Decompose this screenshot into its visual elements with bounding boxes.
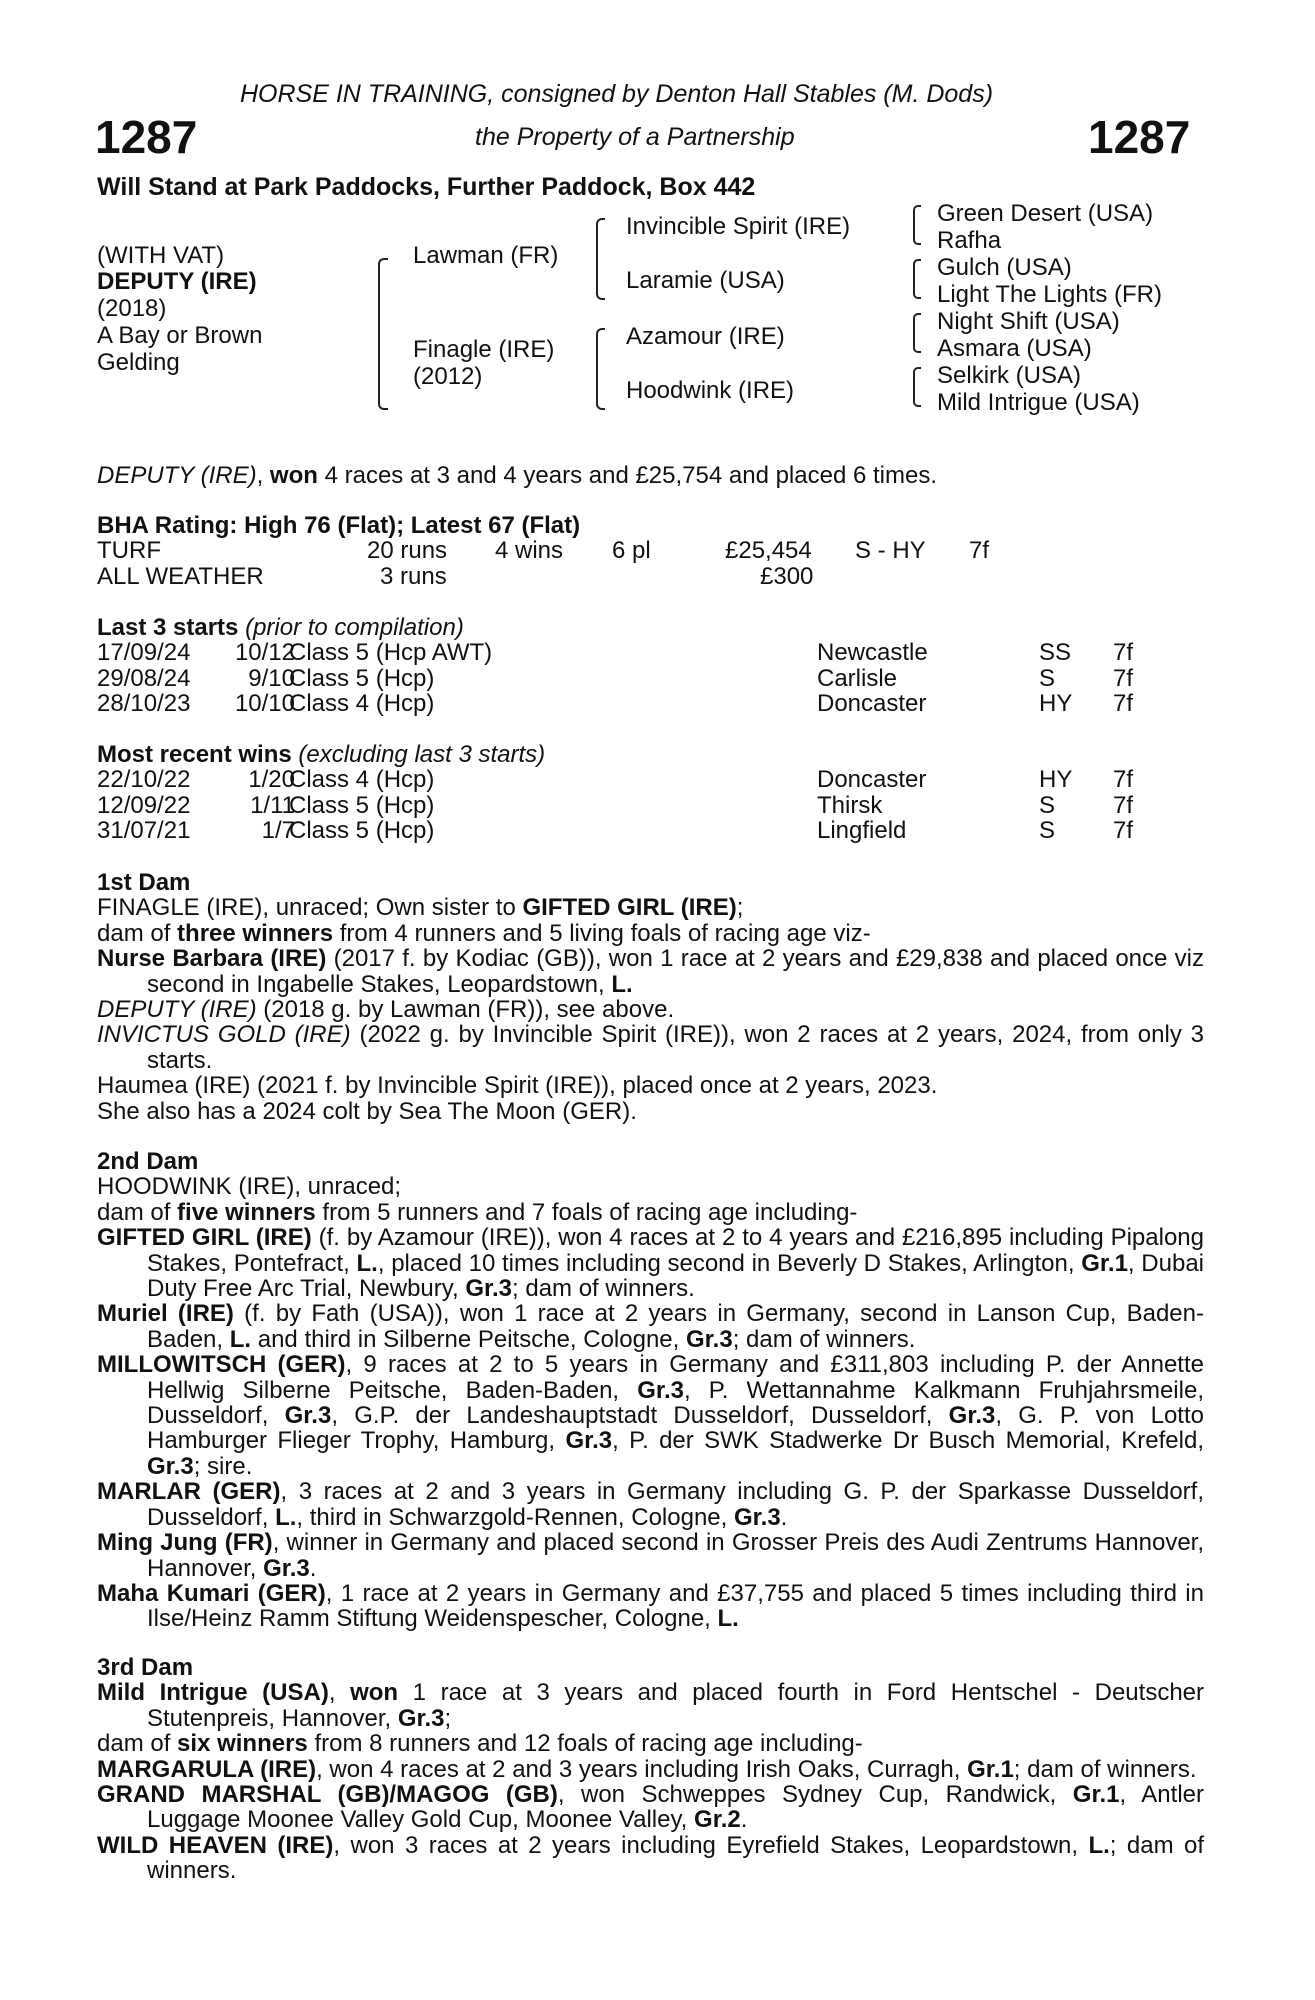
pedigree-brace-g4 [913, 367, 921, 407]
pedigree-sire-dam: Laramie (USA) [626, 267, 785, 294]
produce-maha-kumari: Maha Kumari (GER), 1 race at 2 years in Germany and £37,755 and placed 5 times including third in Ilse/Heinz Ramm Stiftung Weidenspescher, Cologne, L. [97, 1579, 1204, 1633]
pedigree-sire-sire: Invincible Spirit (IRE) [626, 213, 851, 240]
foal-nurse-barbara: Nurse Barbara (IRE) (2017 f. by Kodiac (GB)), won 1 race at 2 years and £29,838 and placed once viz second in Ingabelle Stakes, Leopardstown, L. [97, 945, 1204, 998]
consignment-line: HORSE IN TRAINING, consigned by Denton Hall Stables (M. Dods) [240, 80, 994, 108]
produce-millowitsch: MILLOWITSCH (GER), 9 races at 2 to 5 years in Germany and £311,803 including P. der Annette Hellwig Silberne Peitsche, Baden-Baden, Gr.3, P. Wettannahme Kalkmann Fruhjahrsmeile, Dusseldorf, Gr.3, G.P. der Landeshauptstadt Dusseldorf, Dusseldorf, Gr.3, G. P. von Lotto Hamburger Flieger Trophy, Hamburg, Gr.3, P. der SWK Stadwerke Dr Busch Memorial, Krefeld, Gr.3; sire. [97, 1351, 1204, 1480]
pedigree-brace-sire [596, 218, 605, 300]
pedigree-dam-dam: Hoodwink (IRE) [626, 377, 795, 404]
pedigree-sire: Lawman (FR) [413, 242, 559, 269]
produce-muriel: Muriel (IRE) (f. by Fath (USA)), won 1 race at 2 years in Germany, second in Lanson Cup, Baden-Baden, L. and third in Silberne Peitsche, Cologne, Gr.3; dam of winners. [97, 1300, 1204, 1353]
pedigree-brace-dam [596, 328, 605, 410]
pedigree-gen3-6: Asmara (USA) [937, 335, 1092, 362]
second-dam-section: 2nd Dam HOODWINK (IRE), unraced; dam of five winners from 5 runners and 7 foals of racing age including- GIFTED GIRL (IRE) (f. by Azamour (IRE)), won 4 races at 2 to 4 years and £216,895 including Pipalong Stakes, Pontefract, L., placed 10 times including second in Beverly D Stakes, Arlington, Gr.1, Dubai Duty Free Arc Trial, Newbury, Gr.3; dam of winners. Muriel (IRE) (f. by Fath (USA)), won 1 race at 2 years in Germany, second in Lanson Cup, Baden-Baden, L. and third in Silberne Peitsche, Cologne, Gr.3; dam of winners. MILLOWITSCH (GER), 9 races at 2 to 5 years in Germany and £311,803 including P. der Annette Hellwig Silberne Peitsche, Baden-Baden, Gr.3, P. Wettannahme Kalkmann Fruhjahrsmeile, Dusseldorf, Gr.3, G.P. der Landeshauptstadt Dusseldorf, Dusseldorf, Gr.3, G. P. von Lotto Hamburger Flieger Trophy, Hamburg, Gr.3, P. der SWK Stadwerke Dr Busch Memorial, Krefeld, Gr.3; sire. MARLAR (GER), 3 races at 2 and 3 years in Germany including G. P. der Sparkasse Dusseldorf, Dusseldorf, L., third in Schwarzgold-Rennen, Cologne, Gr.3. Ming Jung (FR), winner in Germany and placed second in Grosser Preis des Audi Zentrums Hannover, Hannover, Gr.3. Maha Kumari (GER), 1 race at 2 years in Germany and £37,755 and placed 5 times including third in Ilse/Heinz Ramm Stiftung Weidenspescher, Cologne, L. [97, 1148, 1205, 1633]
summary-horse-name: DEPUTY (IRE) [97, 462, 257, 489]
pedigree-gen3-1: Green Desert (USA) [937, 200, 1154, 227]
foal-haumea: Haumea (IRE) (2021 f. by Invincible Spirit (IRE)), placed once at 2 years, 2023. [97, 1072, 938, 1100]
foal-2024-colt: She also has a 2024 colt by Sea The Moon (GER). [97, 1097, 637, 1125]
produce-grand-marshal: GRAND MARSHAL (GB)/MAGOG (GB), won Schweppes Sydney Cup, Randwick, Gr.1, Antler Luggage Moonee Valley Gold Cup, Moonee Valley, Gr.2. [97, 1781, 1204, 1834]
pedigree-gen3-4: Light The Lights (FR) [937, 281, 1162, 308]
vat-label: (WITH VAT) [97, 242, 225, 269]
pedigree-brace-g2 [913, 259, 921, 299]
pedigree-gen3-5: Night Shift (USA) [937, 308, 1120, 335]
pedigree-gen3-7: Selkirk (USA) [937, 362, 1082, 389]
last-starts-heading: Last 3 starts (prior to compilation) [97, 614, 464, 641]
pedigree-gen3-3: Gulch (USA) [937, 254, 1072, 281]
property-line: the Property of a Partnership [475, 123, 795, 151]
pedigree-brace-g3 [913, 313, 921, 353]
produce-gifted-girl: GIFTED GIRL (IRE) (f. by Azamour (IRE)), won 4 races at 2 to 4 years and £216,895 including Pipalong Stakes, Pontefract, L., placed 10 times including second in Beverly D Stakes, Arlington, Gr.1, Dubai Duty Free Arc Trial, Newbury, Gr.3; dam of winners. [97, 1224, 1205, 1303]
produce-ming-jung: Ming Jung (FR), winner in Germany and placed second in Grosser Preis des Audi Zentrums Hannover, Hannover, Gr.3. [97, 1529, 1204, 1582]
pedigree-dam-year: (2012) [413, 363, 483, 390]
produce-margarula: MARGARULA (IRE), won 4 races at 2 and 3 years including Irish Oaks, Curragh, Gr.1; dam of winners. [97, 1755, 1197, 1783]
first-dam-heading: 1st Dam [97, 869, 191, 896]
pedigree-gen3-8: Mild Intrigue (USA) [937, 389, 1140, 416]
first-dam-section: 1st Dam FINAGLE (IRE), unraced; Own sister to GIFTED GIRL (IRE); dam of three winners from 4 runners and 5 living foals of racing age viz- Nurse Barbara (IRE) (2017 f. by Kodiac (GB)), won 1 race at 2 years and £29,838 and placed once viz second in Ingabelle Stakes, Leopardstown, L. DEPUTY (IRE) (2018 g. by Lawman (FR)), see above. INVICTUS GOLD (IRE) (2022 g. by Invincible Spirit (IRE)), won 2 races at 2 years, 2024, from only 3 starts. Haumea (IRE) (2021 f. by Invincible Spirit (IRE)), placed once at 2 years, 2023. She also has a 2024 colt by Sea The Moon (GER). [97, 869, 1204, 1125]
pedigree-dam: Finagle (IRE) [413, 336, 555, 363]
horse-desc-1: A Bay or Brown [97, 322, 263, 349]
location-line: Will Stand at Park Paddocks, Further Paddock, Box 442 [97, 173, 756, 201]
foal-deputy: DEPUTY (IRE) (2018 g. by Lawman (FR)), see above. [97, 996, 675, 1024]
produce-marlar: MARLAR (GER), 3 races at 2 and 3 years in Germany including G. P. der Sparkasse Dusseldorf, Dusseldorf, L., third in Schwarzgold-Rennen, Cologne, Gr.3. [97, 1478, 1204, 1531]
pedigree-dam-sire: Azamour (IRE) [626, 323, 785, 350]
third-dam-section: 3rd Dam Mild Intrigue (USA), won 1 race at 3 years and placed fourth in Ford Hentschel - Deutscher Stutenpreis, Hannover, Gr.3; dam of six winners from 8 runners and 12 foals of racing age including- MARGARULA (IRE), won 4 races at 2 and 3 years including Irish Oaks, Curragh, Gr.1; dam of winners. GRAND MARSHAL (GB)/MAGOG (GB), won Schweppes Sydney Cup, Randwick, Gr.1, Antler Luggage Moonee Valley Gold Cup, Moonee Valley, Gr.2. WILD HEAVEN (IRE), won 3 races at 2 years including Eyrefield Stakes, Leopardstown, L.; dam of winners. [97, 1654, 1205, 1885]
pedigree-brace-g1 [913, 205, 921, 245]
summary-text: 4 races at 3 and 4 years and £25,754 and placed 6 times. [317, 462, 937, 489]
horse-desc-2: Gelding [97, 349, 180, 376]
race-summary: DEPUTY (IRE), won 4 races at 3 and 4 years and £25,754 and placed 6 times. [97, 462, 937, 489]
lot-number-right: 1287 [1088, 111, 1191, 163]
pedigree-gen3-2: Rafha [937, 227, 1002, 254]
lot-number-left: 1287 [95, 111, 198, 163]
produce-wild-heaven: WILD HEAVEN (IRE), won 3 races at 2 years including Eyrefield Stakes, Leopardstown, L.; dam of winners. [97, 1831, 1205, 1885]
third-dam-heading: 3rd Dam [97, 1654, 194, 1681]
recent-wins-heading: Most recent wins (excluding last 3 starts) [97, 741, 546, 768]
bha-rating: BHA Rating: High 76 (Flat); Latest 67 (Flat) [97, 512, 581, 539]
horse-year: (2018) [97, 295, 167, 322]
second-dam-heading: 2nd Dam [97, 1148, 199, 1175]
summary-won: won [269, 462, 318, 489]
horse-name: DEPUTY (IRE) [97, 268, 257, 295]
pedigree-brace-main [378, 258, 388, 410]
foal-invictus-gold: INVICTUS GOLD (IRE) (2022 g. by Invincible Spirit (IRE)), won 2 races at 2 years, 2024, from only 3 starts. [97, 1021, 1204, 1074]
